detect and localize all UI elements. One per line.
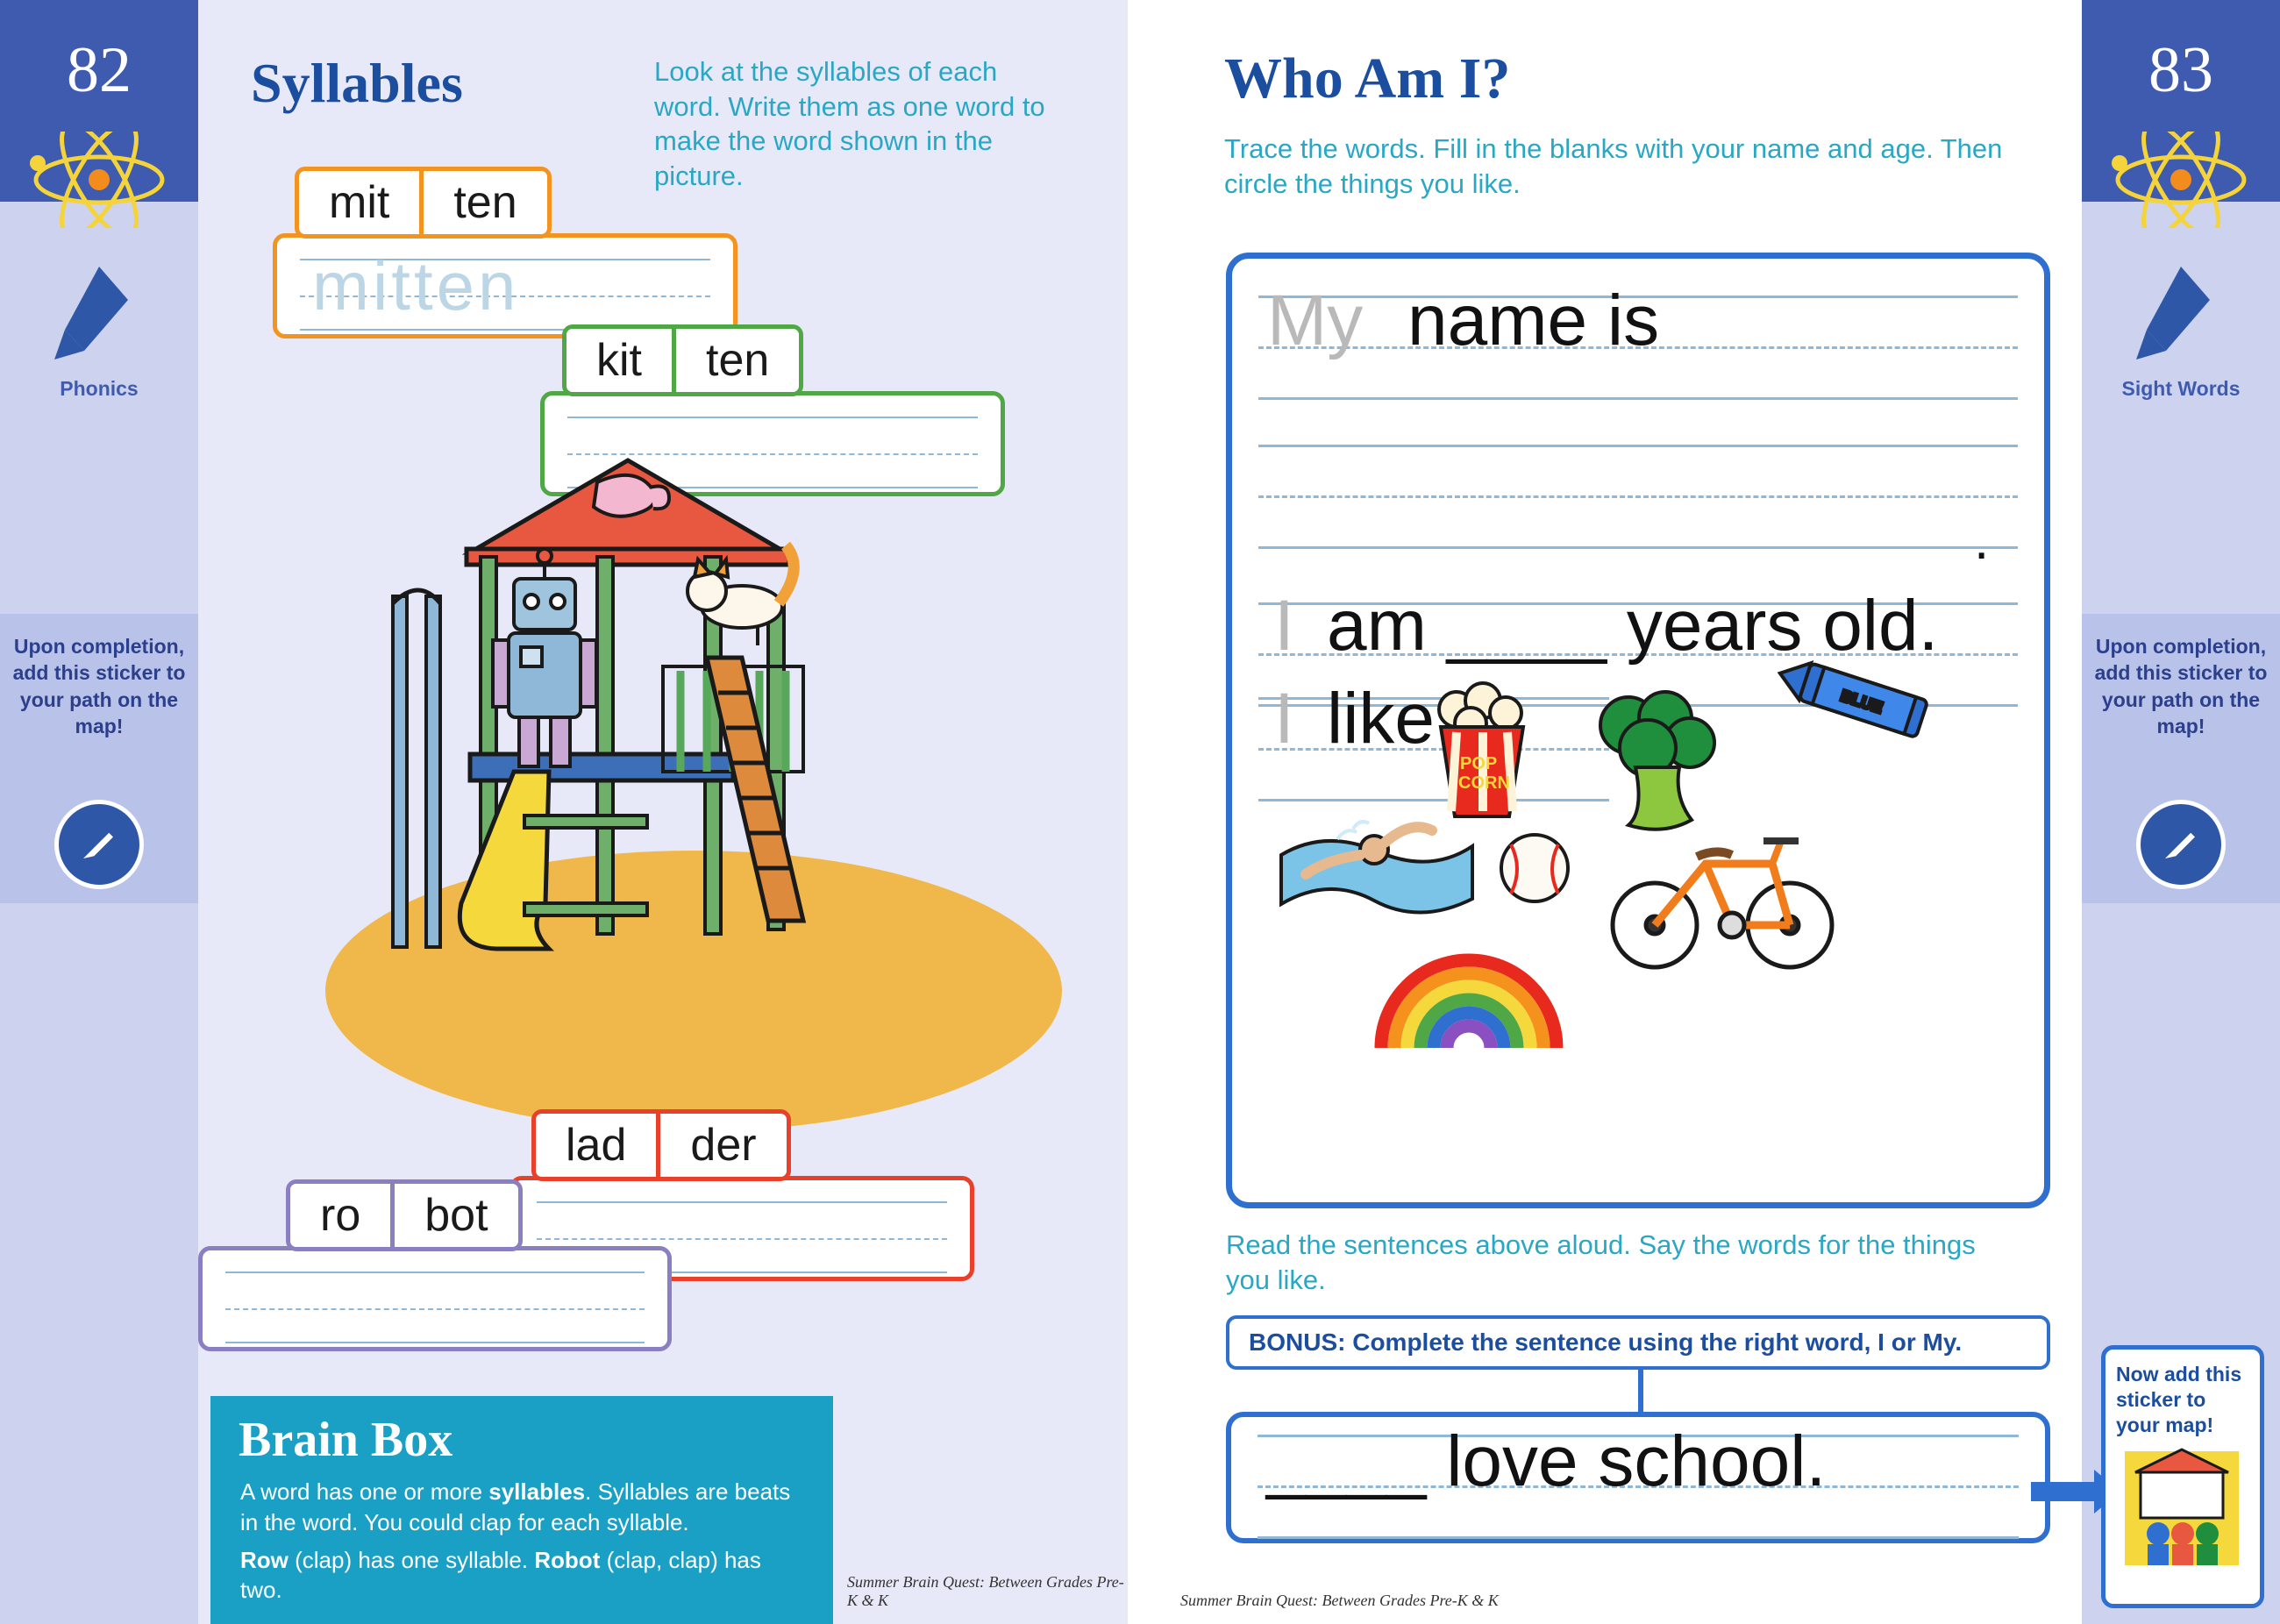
page-number-right: 83 bbox=[2148, 34, 2213, 106]
ruled-line-2[interactable] bbox=[1258, 445, 2018, 550]
bonus-banner bbox=[1226, 1315, 2050, 1370]
syllable-tiles-robot bbox=[286, 1179, 523, 1251]
page-number-left: 82 bbox=[67, 34, 132, 106]
atom-icon-right bbox=[2082, 132, 2280, 228]
pencil-icon-right bbox=[2082, 254, 2280, 368]
syllable-tile: bot bbox=[390, 1184, 517, 1247]
like-item-swimming[interactable] bbox=[1276, 794, 1478, 921]
like-item-bicycle[interactable] bbox=[1600, 811, 1855, 982]
brain-box bbox=[210, 1396, 833, 1624]
brain-box-text-b: syllables bbox=[488, 1478, 586, 1505]
page-title-who-am-i: Who Am I? bbox=[1224, 46, 1511, 110]
trace-activity-box bbox=[1226, 253, 2050, 1208]
brain-box-line-2 bbox=[210, 1542, 833, 1610]
brain-box-text-d: Row bbox=[240, 1546, 289, 1573]
svg-text:CORN: CORN bbox=[1458, 773, 1510, 793]
sticker-note-right bbox=[2082, 614, 2280, 903]
read-aloud-note: Read the sentences above aloud. Say the words for the things you like. bbox=[1226, 1229, 1976, 1296]
right-page bbox=[1128, 0, 2082, 1624]
bonus-label: BONUS: Complete the sentence using the right word, I or My. bbox=[1249, 1328, 1963, 1356]
atom-icon-left bbox=[0, 132, 198, 228]
word-group-robot bbox=[146, 1179, 672, 1351]
crayon-label: BLUE bbox=[1838, 687, 1885, 717]
like-item-rainbow[interactable] bbox=[1364, 943, 1574, 1061]
traced-answer-mitten: mitten bbox=[312, 247, 520, 324]
brain-box-text-a: A word has one or more bbox=[240, 1478, 489, 1505]
instructions-right: Trace the words. Fill in the blanks with your name and age. Then circle the things you like. bbox=[1224, 133, 2003, 200]
popcorn-label: POP bbox=[1460, 754, 1498, 773]
brain-box-text-e: (clap) has one syllable. bbox=[288, 1546, 535, 1573]
sticker-note-left bbox=[0, 614, 198, 903]
brain-box-text-g: (clap, clap) has two. bbox=[240, 1546, 761, 1604]
arrow-to-sticker-icon bbox=[2031, 1482, 2094, 1501]
sticker-badge-left bbox=[54, 800, 144, 889]
answer-line-mitten[interactable] bbox=[273, 233, 737, 338]
footer-left: Summer Brain Quest: Between Grades Pre-K & K bbox=[847, 1573, 1124, 1609]
syllable-tile: mit bbox=[299, 171, 419, 234]
answer-line-robot[interactable] bbox=[198, 1246, 672, 1351]
traced-word-my: My bbox=[1267, 281, 1364, 360]
brain-box-title: Brain Box bbox=[239, 1413, 453, 1467]
period-mark: . bbox=[1974, 510, 1990, 571]
typed-name-is: name is bbox=[1407, 281, 1660, 360]
traced-word-i-2: I bbox=[1274, 679, 1294, 759]
sticker-note-left-text: Upon completion, add this sticker to your path on the map! bbox=[12, 635, 186, 738]
syllable-tile: kit bbox=[566, 329, 672, 392]
word-group-mitten bbox=[273, 167, 737, 338]
syllable-tile: ten bbox=[672, 329, 799, 392]
page-title-syllables: Syllables bbox=[251, 52, 463, 114]
syllable-tile: der bbox=[656, 1114, 786, 1177]
brain-box-text-c: . Syllables are beats in the word. You could clap for each syllable. bbox=[240, 1478, 791, 1535]
pencil-icon-left bbox=[0, 254, 198, 368]
typed-am-years-old: am ____ years old. bbox=[1327, 586, 1939, 666]
syllable-tile: ro bbox=[290, 1184, 390, 1247]
bonus-answer-box[interactable] bbox=[1226, 1412, 2050, 1543]
syllable-tile: ten bbox=[419, 171, 546, 234]
now-add-sticker-text: Now add this sticker to your map! bbox=[2116, 1363, 2242, 1436]
like-item-blue-crayon[interactable] bbox=[1776, 636, 1951, 780]
school-sticker-icon bbox=[2116, 1442, 2248, 1574]
bonus-sentence: ____ love school. bbox=[1266, 1421, 1827, 1501]
typed-like: like bbox=[1327, 679, 1436, 759]
subject-label-left: Phonics bbox=[60, 377, 139, 400]
playground-illustration bbox=[295, 377, 1084, 1131]
brain-box-text-f: Robot bbox=[534, 1546, 601, 1573]
instructions-left: Look at the syllables of each word. Write them as one word to make the word shown in the picture. bbox=[654, 56, 1045, 192]
footer-right: Summer Brain Quest: Between Grades Pre-K & K bbox=[1180, 1592, 1499, 1609]
sticker-note-right-text: Upon completion, add this sticker to your path on the map! bbox=[2094, 635, 2268, 738]
like-item-baseball[interactable] bbox=[1486, 820, 1583, 921]
syllable-tiles-kitten bbox=[562, 324, 803, 396]
subject-label-right: Sight Words bbox=[2121, 377, 2241, 400]
bonus-connector bbox=[1638, 1370, 1643, 1412]
left-page bbox=[198, 0, 1128, 1624]
syllable-tiles-mitten bbox=[295, 167, 552, 239]
now-add-sticker-panel bbox=[2101, 1345, 2264, 1608]
syllable-tile: lad bbox=[536, 1114, 656, 1177]
sticker-badge-right bbox=[2136, 800, 2226, 889]
syllable-tiles-ladder bbox=[531, 1109, 791, 1181]
traced-word-i-1: I bbox=[1274, 586, 1294, 666]
brain-box-line-1 bbox=[210, 1473, 833, 1542]
